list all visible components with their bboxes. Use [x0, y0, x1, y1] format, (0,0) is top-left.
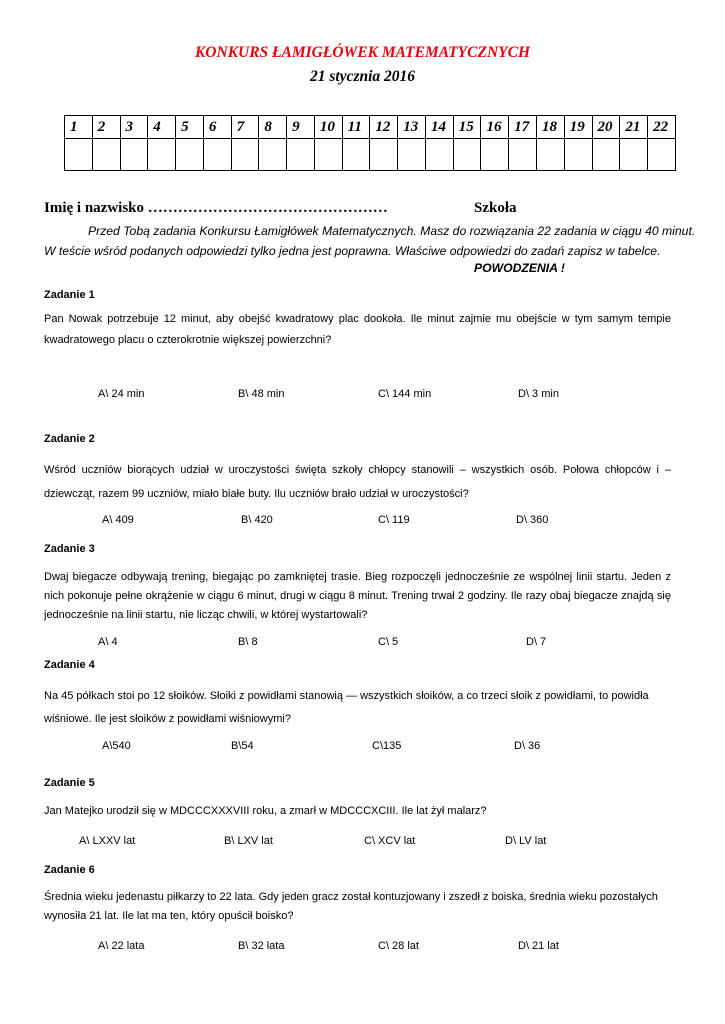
answer-number: 19 [564, 116, 592, 139]
answer-cell[interactable] [398, 139, 426, 171]
task-label: Zadanie 1 [44, 289, 95, 301]
answer-number: 7 [231, 116, 259, 139]
answer-cell[interactable] [564, 139, 592, 171]
answer-option[interactable]: B\54 [231, 740, 254, 752]
answer-option[interactable]: C\ 5 [378, 636, 399, 648]
answer-cell[interactable] [259, 139, 287, 171]
answer-number: 8 [259, 116, 287, 139]
answer-cell[interactable] [509, 139, 537, 171]
answer-option[interactable]: C\135 [372, 740, 402, 752]
answer-option[interactable]: C\ 28 lat [378, 940, 419, 952]
task-label: Zadanie 6 [44, 864, 95, 876]
answer-number: 5 [176, 116, 204, 139]
answer-table-header-row [65, 116, 676, 139]
task-text: Pan Nowak potrzebuje 12 minut, aby obejść kwadratowy plac dookoła. Ile minut zajmie mu obejście w tym samym tempie kwadratowego placu o czterokrotnie większej powierzchni? [44, 313, 671, 346]
name-field[interactable] [44, 200, 388, 217]
answer-number: 18 [537, 116, 565, 139]
answer-option[interactable]: C\ 144 min [378, 388, 432, 400]
answer-number: 15 [453, 116, 481, 139]
answer-option[interactable]: B\ 48 min [238, 388, 285, 400]
answer-option[interactable]: B\ 32 lata [238, 940, 285, 952]
answer-option[interactable]: D\ 360 [516, 514, 549, 526]
answer-cell[interactable] [231, 139, 259, 171]
answer-option[interactable]: D\ LV lat [505, 835, 547, 847]
answer-number: 21 [620, 116, 648, 139]
answer-option[interactable]: D\ 21 lat [518, 940, 559, 952]
task-label: Zadanie 2 [44, 433, 95, 445]
answer-option[interactable]: B\ LXV lat [224, 835, 273, 847]
answer-cell[interactable] [342, 139, 370, 171]
answer-option[interactable]: D\ 36 [514, 740, 541, 752]
answer-number: 9 [287, 116, 315, 139]
answer-number: 10 [314, 116, 342, 139]
task-text: Wśród uczniów biorących udział w uroczystości święta szkoły chłopcy stanowili – wszystkich osób. Połowa chłopców i – dziewcząt, razem 99 uczniów, miało białe buty. Ilu uczniów brało udział w uroczystości? [44, 464, 671, 500]
answer-option[interactable]: C\ 119 [378, 514, 410, 526]
school-label: Szkoła [474, 200, 517, 216]
answer-cell[interactable] [203, 139, 231, 171]
task-text: Jan Matejko urodził się w MDCCCXXXVIII roku, a zmarł w MDCCCXCIII. Ile lat żył malarz? [44, 805, 487, 817]
answer-cell[interactable] [314, 139, 342, 171]
answer-option[interactable]: C\ XCV lat [364, 835, 416, 847]
good-luck: POWODZENIA ! [474, 261, 565, 275]
answer-option[interactable]: A\ 409 [102, 514, 134, 526]
answer-option[interactable]: A\ 4 [98, 636, 118, 648]
answer-number: 17 [509, 116, 537, 139]
answer-table-input-row [65, 139, 676, 171]
answer-number: 2 [92, 116, 120, 139]
answer-cell[interactable] [92, 139, 120, 171]
answer-number: 12 [370, 116, 398, 139]
task-text: Dwaj biegacze odbywają trening, biegając po zamkniętej trasie. Bieg rozpoczęli jednocześnie ze wspólnej linii startu. Jeden z nich pokonuje pełne okrążenie w ciągu 6 minut, drugi w ciągu 8 minut. Trening trwał 2 godziny. Ile razy obaj biegacze znajdą się jednocześnie na linii startu, nie licząc chwili, w której wystartowali? [44, 571, 671, 621]
task-text: Na 45 półkach stoi po 12 słoików. Słoiki z powidłami stanowią — wszystkich słoików, a co trzeci słoik z powidłami, to powidła wiśniowe. Ile jest słoików z powidłami wiśniowymi? [44, 690, 649, 725]
answer-cell[interactable] [648, 139, 676, 171]
answer-option[interactable]: D\ 3 min [518, 388, 559, 400]
instructions-line-1: Przed Tobą zadania Konkursu Łamigłówek Matematycznych. Masz do rozwiązania 22 zadania w ciągu 40 minut. [88, 224, 696, 238]
answer-option[interactable]: D\ 7 [526, 636, 547, 648]
answer-cell[interactable] [65, 139, 93, 171]
answer-option[interactable]: A\ 24 min [98, 388, 145, 400]
answer-cell[interactable] [453, 139, 481, 171]
answer-number: 4 [148, 116, 176, 139]
answer-option[interactable]: A\ LXXV lat [79, 835, 136, 847]
answer-cell[interactable] [481, 139, 509, 171]
answer-cell[interactable] [537, 139, 565, 171]
task-text: Średnia wieku jedenastu piłkarzy to 22 lata. Gdy jeden gracz został kontuzjowany i zszedł z boiska, średnia wieku pozostałych wynosiła 21 lat. Ile lat ma ten, który opuścił boisko? [44, 891, 658, 922]
page-title: KONKURS ŁAMIGŁÓWEK MATEMATYCZNYCH [194, 44, 531, 61]
answer-cell[interactable] [148, 139, 176, 171]
name-label: Imię i nazwisko [44, 200, 145, 216]
answer-number: 11 [342, 116, 370, 139]
answer-number: 16 [481, 116, 509, 139]
answer-cell[interactable] [120, 139, 148, 171]
instructions [44, 221, 696, 261]
answer-option[interactable]: B\ 8 [238, 636, 258, 648]
answer-number: 6 [203, 116, 231, 139]
contest-date: 21 stycznia 2016 [309, 68, 416, 85]
answer-number: 20 [592, 116, 620, 139]
answer-cell[interactable] [176, 139, 204, 171]
answer-number: 1 [65, 116, 93, 139]
task-label: Zadanie 5 [44, 777, 95, 789]
answer-cell[interactable] [620, 139, 648, 171]
answer-option[interactable]: A\540 [102, 740, 131, 752]
task-label: Zadanie 3 [44, 543, 95, 555]
answer-number: 3 [120, 116, 148, 139]
answer-option[interactable]: A\ 22 lata [98, 940, 145, 952]
instructions-line-2: W teście wśród podanych odpowiedzi tylko jedna jest poprawna. Właściwe odpowiedzi do zadań zapisz w tabelce. [44, 244, 661, 258]
answer-number: 14 [425, 116, 453, 139]
answer-option[interactable]: B\ 420 [241, 514, 273, 526]
answer-cell[interactable] [592, 139, 620, 171]
answer-number: 13 [398, 116, 426, 139]
answer-cell[interactable] [425, 139, 453, 171]
answer-cell[interactable] [287, 139, 315, 171]
answer-cell[interactable] [370, 139, 398, 171]
name-dots: ………………………………………… [147, 200, 388, 216]
answer-table [64, 115, 676, 171]
task-label: Zadanie 4 [44, 659, 95, 671]
answer-number: 22 [648, 116, 676, 139]
